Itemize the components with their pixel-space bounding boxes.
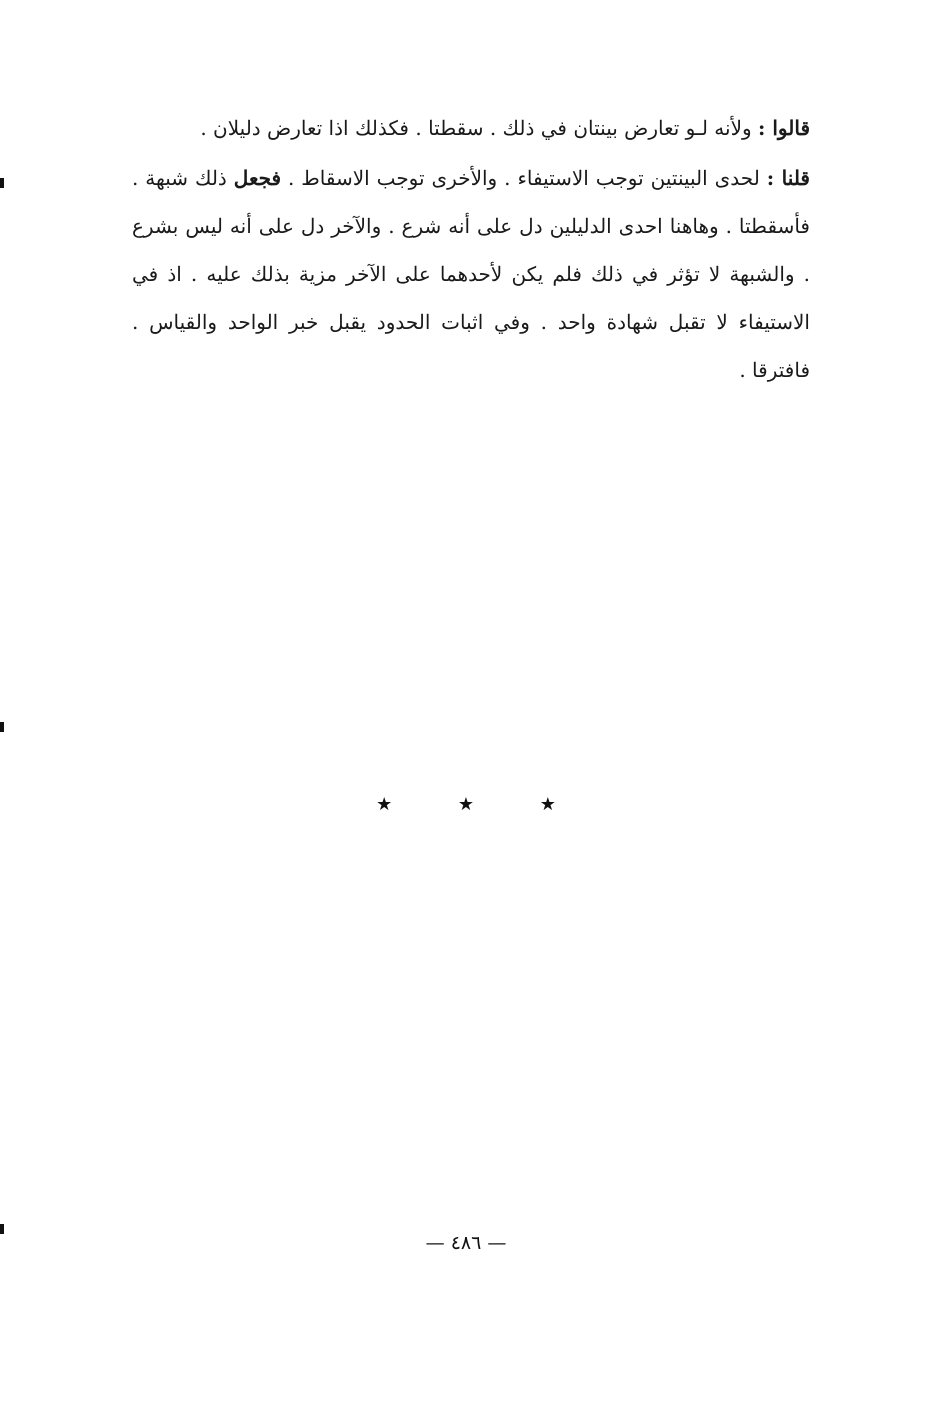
speaker-label-2: قلنا : — [766, 166, 810, 190]
paragraph-1-text: ولأنه لـو تعارض بينتان في ذلك . سقطتا . فكذلك اذا تعارض دليلان . — [200, 116, 759, 140]
section-separator: ★ ★ ★ — [376, 794, 586, 815]
paragraph-2-text-after: ذلك شبهة . فأسقطتا . وهاهنا احدى الدليلين دل على أنه شرع . والآخر دل على أنه ليس بشرع . والشبهة لا تؤثر في ذلك فلم يكن لأحدهما على الآخر مزية بذلك عليه . اذ في الاستيفاء لا تقبل شهادة واحد . وفي اثبات الحدود يقبل خبر الواحد والقياس . فافترقا . — [132, 166, 810, 382]
page-number: — ٤٨٦ — — [425, 1232, 507, 1254]
speaker-label-1: قالوا : — [758, 116, 810, 140]
margin-mark — [0, 1224, 4, 1234]
margin-mark — [0, 178, 4, 188]
paragraph-2-text-before: لحدى البينتين توجب الاستيفاء . والأخرى توجب الاسقاط . — [281, 166, 767, 190]
margin-mark — [0, 722, 4, 732]
paragraph-2-emphasis: فجعل — [233, 166, 282, 190]
paragraph-1 — [132, 104, 810, 152]
paragraph-2 — [132, 154, 810, 394]
body-text — [132, 104, 810, 394]
